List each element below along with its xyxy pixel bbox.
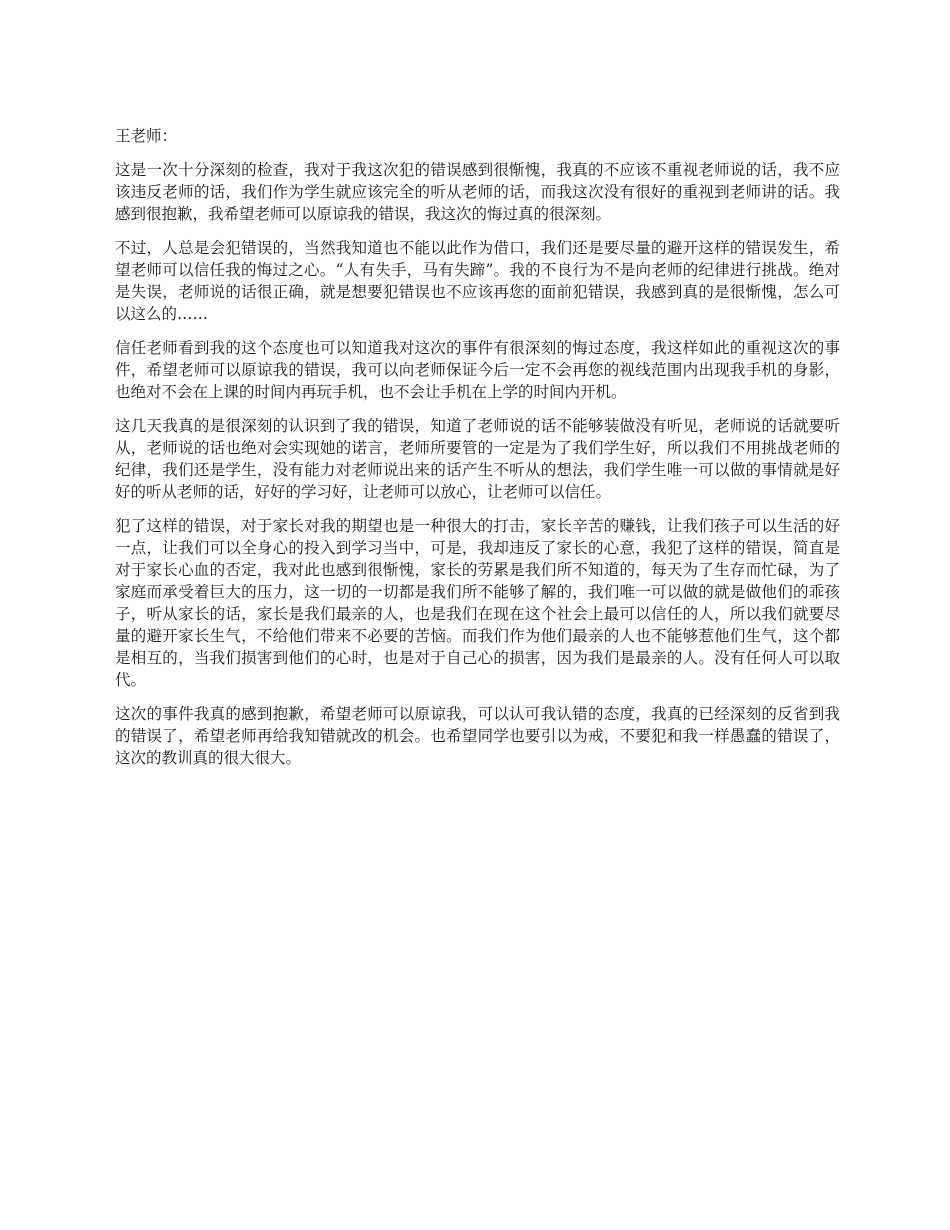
letter-paragraph-1: 这是一次十分深刻的检查，我对于我这次犯的错误感到很惭愧，我真的不应该不重视老师说的话，我不应该违反老师的话，我们作为学生就应该完全的听从老师的话，而我这次没有很好的重视到老师讲的话。我感到很抱歉，我希望老师可以原谅我的错误，我这次的悔过真的很深刻。 (115, 161, 840, 223)
letter-paragraph-2: 不过，人总是会犯错误的，当然我知道也不能以此作为借口，我们还是要尽量的避开这样的错误发生，希望老师可以信任我的悔过之心。“人有失手，马有失蹄”。我的不良行为不是向老师的纪律进行挑战。绝对是失误，老师说的话很正确，就是想要犯错误也不应该再您的面前犯错误，我感到真的是很惭愧，怎么可以这么的…… (115, 239, 840, 323)
letter-paragraph-3: 信任老师看到我的这个态度也可以知道我对这次的事件有很深刻的悔过态度，我这样如此的重视这次的事件，希望老师可以原谅我的错误，我可以向老师保证今后一定不会再您的视线范围内出现我手机的身影，也绝对不会在上课的时间内再玩手机，也不会让手机在上学的时间内开机。 (115, 339, 840, 401)
letter-paragraph-5: 犯了这样的错误，对于家长对我的期望也是一种很大的打击，家长辛苦的赚钱，让我们孩子可以生活的好一点，让我们可以全身心的投入到学习当中，可是，我却违反了家长的心意，我犯了这样的错误，简直是对于家长心血的否定，我对此也感到很惭愧，家长的劳累是我们所不知道的，每天为了生存而忙碌，为了家庭而承受着巨大的压力，这一切的一切都是我们所不能够了解的，我们唯一可以做的就是做他们的乖孩子，听从家长的话，家长是我们最亲的人，也是我们在现在这个社会上最可以信任的人，所以我们就要尽量的避开家长生气，不给他们带来不必要的苦恼。而我们作为他们最亲的人也不能够惹他们生气，这个都是相互的，当我们损害到他们的心时，也是对于自己心的损害，因为我们是最亲的人。没有任何人可以取代。 (115, 517, 840, 689)
letter-paragraph-4: 这几天我真的是很深刻的认识到了我的错误，知道了老师说的话不能够装做没有听见，老师说的话就要听从，老师说的话也绝对会实现她的诺言，老师所要管的一定是为了我们学生好，所以我们不用挑战老师的纪律，我们还是学生，没有能力对老师说出来的话产生不听从的想法，我们学生唯一可以做的事情就是好好的听从老师的话，好好的学习好，让老师可以放心，让老师可以信任。 (115, 417, 840, 501)
document-page (115, 125, 840, 781)
letter-paragraph-6: 这次的事件我真的感到抱歉，希望老师可以原谅我，可以认可我认错的态度，我真的已经深刻的反省到我的错误了，希望老师再给我知错就改的机会。也希望同学也要引以为戒，不要犯和我一样愚蠢的错误了，这次的教训真的很大很大。 (115, 705, 840, 767)
letter-salutation: 王老师： (115, 127, 178, 145)
